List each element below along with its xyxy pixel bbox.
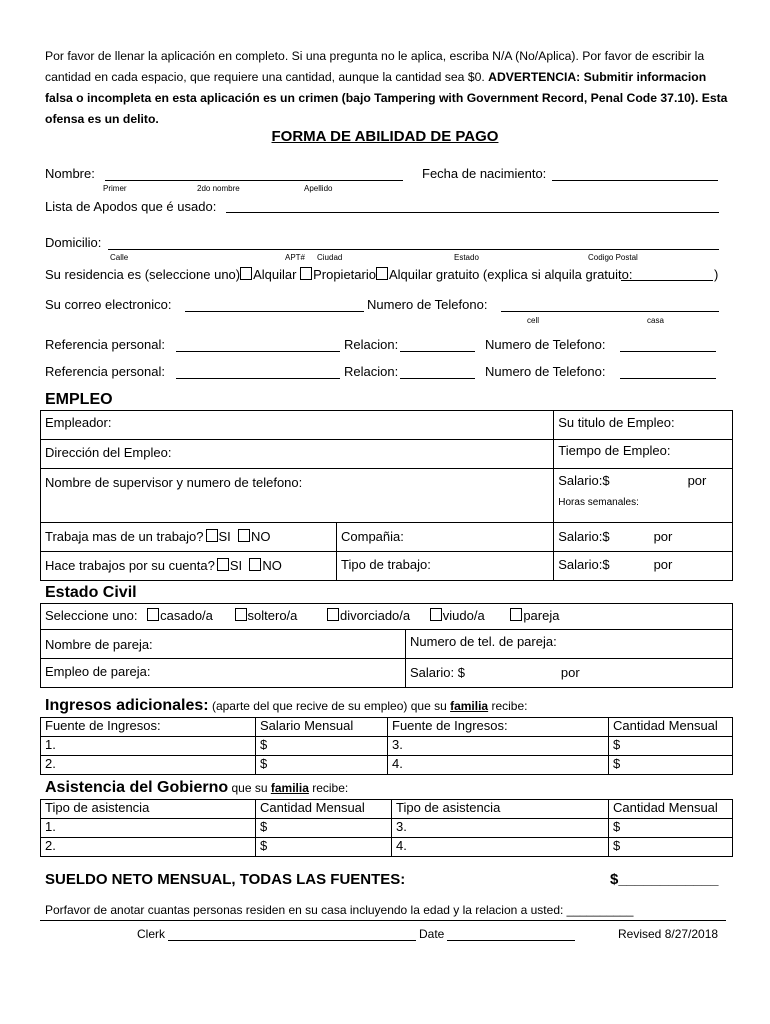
trabaja-si-checkbox[interactable] (206, 529, 218, 542)
trabaja-mas-label: Trabaja mas de un trabajo? (45, 529, 204, 544)
ingresos-cell[interactable]: $ (256, 756, 388, 775)
propietario-checkbox[interactable] (300, 267, 312, 280)
empleador-label: Empleador: (45, 415, 112, 430)
compania-por: por (653, 529, 673, 544)
trabaja-no-checkbox[interactable] (238, 529, 250, 542)
asistencia-cell[interactable]: 2. (41, 838, 256, 857)
hace-no-checkbox[interactable] (249, 558, 261, 571)
ingresos-col3: Fuente de Ingresos: (388, 718, 609, 737)
soltero-label: soltero/a (247, 608, 298, 623)
num-tel-1-label: Numero de Telefono: (485, 337, 606, 352)
form-title: FORMA DE ABILIDAD DE PAGO (271, 128, 499, 145)
footer-divider (40, 920, 726, 921)
referencia-2-label: Referencia personal: (45, 364, 165, 379)
primer-hint: Primer (103, 184, 127, 193)
ingresos-cell[interactable]: $ (609, 756, 733, 775)
asistencia-sub-b: recibe: (308, 781, 349, 795)
telefono-field[interactable] (501, 311, 719, 312)
ingresos-cell[interactable]: 2. (41, 756, 256, 775)
fecha-label: Fecha de nacimiento: (422, 166, 547, 181)
domicilio-label: Domicilio: (45, 235, 102, 250)
clerk-label: Clerk (137, 927, 166, 941)
date-label: Date (419, 927, 445, 941)
tiempo-label: Tiempo de Empleo: (558, 443, 671, 458)
nombre-field[interactable] (105, 180, 403, 181)
relacion-1-label: Relacion: (344, 337, 399, 352)
clerk-field[interactable] (168, 940, 416, 941)
salario-pareja-por: por (560, 665, 580, 680)
salario-pareja-cell[interactable] (406, 659, 733, 688)
hace-trabajos-label: Hace trabajos por su cuenta? (45, 558, 215, 573)
calle-hint: Calle (110, 253, 129, 262)
hace-si-checkbox[interactable] (217, 558, 229, 571)
asistencia-cell[interactable]: 3. (392, 819, 609, 838)
correo-field[interactable] (185, 311, 364, 312)
num-tel-2-label: Numero de Telefono: (485, 364, 606, 379)
personas-text: Porfavor de anotar cuantas personas residen en su casa incluyendo la edad y la relacion a usted: __________ (45, 903, 634, 917)
salario-pareja-label: Salario: $ (410, 665, 465, 680)
ingresos-cell[interactable]: 3. (388, 737, 609, 756)
civil-header: Estado Civil (45, 584, 137, 601)
asistencia-col4: Cantidad Mensual (609, 800, 733, 819)
asistencia-cell[interactable]: 1. (41, 819, 256, 838)
sueldo-field[interactable]: $____________ (610, 871, 719, 888)
asistencia-cell[interactable]: $ (256, 838, 392, 857)
asistencia-table (40, 799, 733, 857)
asistencia-col2: Cantidad Mensual (256, 800, 392, 819)
ingresos-cell[interactable]: 4. (388, 756, 609, 775)
trabaja-mas-cell (41, 523, 337, 552)
gratuito-explain-field[interactable] (621, 280, 713, 281)
nombre-pareja-cell[interactable] (41, 630, 406, 659)
trabaja-si-label: SI (218, 529, 231, 544)
ingresos-cell[interactable]: $ (256, 737, 388, 756)
ingresos-sub-a: (aparte del que recive de su empleo) que su (208, 699, 451, 713)
casa-hint: casa (647, 316, 664, 325)
apodos-field[interactable] (226, 212, 719, 213)
direccion-label: Dirección del Empleo: (45, 445, 172, 460)
numero-pareja-label: Numero de tel. de pareja: (410, 634, 557, 649)
ingresos-cell[interactable]: 1. (41, 737, 256, 756)
intro-text: Por favor de llenar la aplicación en completo. Si una pregunta no le aplica, escriba N/A (No/Aplica). Por favor de escribir la cantidad en cada espacio, que requiere una cantidad, aunque la cantidad sea $0. (45, 49, 705, 84)
hace-si-label: SI (229, 558, 243, 573)
empleo-pareja-cell[interactable] (41, 659, 406, 688)
asistencia-sub-a: que su (228, 781, 271, 795)
propietario-label: Propietario (313, 267, 376, 282)
empleador-cell[interactable] (41, 411, 554, 440)
alquilar-label: Alquilar (253, 267, 297, 282)
sueldo-label: SUELDO NETO MENSUAL, TODAS LAS FUENTES: (45, 871, 406, 888)
hace-trabajos-cell (41, 552, 337, 581)
alquilar-gratuito-checkbox[interactable] (376, 267, 388, 280)
ingresos-header: Ingresos adicionales: (45, 697, 209, 714)
compania-cell[interactable] (337, 523, 554, 552)
supervisor-label: Nombre de supervisor y numero de telefono: (45, 475, 303, 490)
alquilar-checkbox[interactable] (240, 267, 252, 280)
ingresos-familia: familia (450, 699, 489, 713)
empleo-header: EMPLEO (45, 391, 113, 408)
revised-text: Revised 8/27/2018 (618, 927, 719, 941)
date-field[interactable] (447, 940, 575, 941)
codigo-hint: Codigo Postal (588, 253, 638, 262)
trabaja-no-label: NO (251, 529, 271, 544)
empleo-pareja-label: Empleo de pareja: (45, 664, 151, 679)
salario-por: por (687, 473, 707, 488)
tipo-salario-label: Salario:$ (558, 557, 610, 572)
seleccione-label: Seleccione uno: (45, 608, 138, 623)
tiempo-cell[interactable] (554, 440, 733, 469)
pareja-checkbox[interactable] (510, 608, 522, 621)
num-tel-1-field[interactable] (620, 351, 716, 352)
ingresos-cell[interactable]: $ (609, 737, 733, 756)
cell-hint: cell (527, 316, 540, 325)
tipo-salario-cell[interactable] (554, 552, 733, 581)
divorciado-label: divorciado/a (340, 608, 411, 623)
titulo-label: Su titulo de Empleo: (558, 415, 675, 430)
tipo-trabajo-label: Tipo de trabajo: (341, 557, 431, 572)
relacion-2-field[interactable] (400, 378, 475, 379)
asistencia-heading (45, 779, 348, 797)
close-paren: ) (714, 267, 719, 282)
correo-label: Su correo electronico: (45, 297, 172, 312)
asistencia-cell[interactable]: $ (609, 819, 733, 838)
nombre-pareja-label: Nombre de pareja: (45, 637, 153, 652)
numero-pareja-cell[interactable] (406, 630, 733, 659)
asistencia-familia: familia (270, 781, 309, 795)
casado-checkbox[interactable] (147, 608, 159, 621)
compania-label: Compañia: (341, 529, 404, 544)
segundo-hint: 2do nombre (197, 184, 240, 193)
tipo-por: por (653, 557, 673, 572)
apt-hint: APT# (285, 253, 306, 262)
asistencia-col1: Tipo de asistencia (41, 800, 256, 819)
apellido-hint: Apellido (304, 184, 333, 193)
asistencia-col3: Tipo de asistencia (392, 800, 609, 819)
ingresos-heading (45, 697, 527, 715)
alquilar-gratuito-label: Alquilar gratuito (explica si alquila gratuito: (388, 267, 633, 282)
asistencia-cell[interactable]: 4. (392, 838, 609, 857)
divorciado-checkbox[interactable] (327, 608, 339, 621)
horas-label: Horas semanales: (558, 497, 639, 508)
tipo-trabajo-cell[interactable] (337, 552, 554, 581)
soltero-checkbox[interactable] (235, 608, 247, 621)
salario-horas-cell[interactable] (554, 469, 733, 523)
num-tel-2-field[interactable] (620, 378, 716, 379)
ingresos-sub-b: recibe: (488, 699, 528, 713)
fecha-field[interactable] (552, 180, 718, 181)
referencia-1-label: Referencia personal: (45, 337, 165, 352)
direccion-cell[interactable] (41, 440, 554, 469)
referencia-1-field[interactable] (176, 351, 340, 352)
salario-label: Salario:$ (558, 473, 610, 488)
residencia-row (45, 267, 632, 282)
titulo-cell[interactable] (554, 411, 733, 440)
asistencia-cell[interactable]: $ (609, 838, 733, 857)
ingresos-table (40, 717, 733, 775)
referencia-2-field[interactable] (176, 378, 340, 379)
viudo-checkbox[interactable] (430, 608, 442, 621)
asistencia-cell[interactable]: $ (256, 819, 392, 838)
hace-no-label: NO (262, 558, 282, 573)
ingresos-col1: Fuente de Ingresos: (41, 718, 256, 737)
empleo-table (40, 410, 733, 581)
relacion-2-label: Relacion: (344, 364, 399, 379)
domicilio-field[interactable] (108, 249, 719, 250)
civil-seleccione-cell (41, 604, 733, 630)
pareja-label: pareja (523, 608, 560, 623)
ciudad-hint: Ciudad (317, 253, 343, 262)
asistencia-header: Asistencia del Gobierno (45, 779, 229, 796)
civil-table (40, 603, 733, 688)
ingresos-col4: Cantidad Mensual (609, 718, 733, 737)
intro-paragraph (45, 46, 735, 130)
compania-salario-cell[interactable] (554, 523, 733, 552)
compania-salario-label: Salario:$ (558, 529, 610, 544)
viudo-label: viudo/a (442, 608, 485, 623)
nombre-label: Nombre: (45, 166, 95, 181)
apodos-label: Lista de Apodos que é usado: (45, 199, 217, 214)
casado-label: casado/a (160, 608, 213, 623)
telefono-label: Numero de Telefono: (367, 297, 488, 312)
relacion-1-field[interactable] (400, 351, 475, 352)
supervisor-cell[interactable] (41, 469, 554, 523)
ingresos-col2: Salario Mensual (256, 718, 388, 737)
intro-warning: ADVERTENCIA: Submitir informacion falsa o incompleta en esta aplicación es un crimen (bajo Tampering with Government Record, Penal Code 37.10). Esta ofensa es un delito. (45, 70, 728, 126)
residencia-label: Su residencia es (seleccione uno) (45, 267, 241, 282)
estado-hint: Estado (454, 253, 479, 262)
